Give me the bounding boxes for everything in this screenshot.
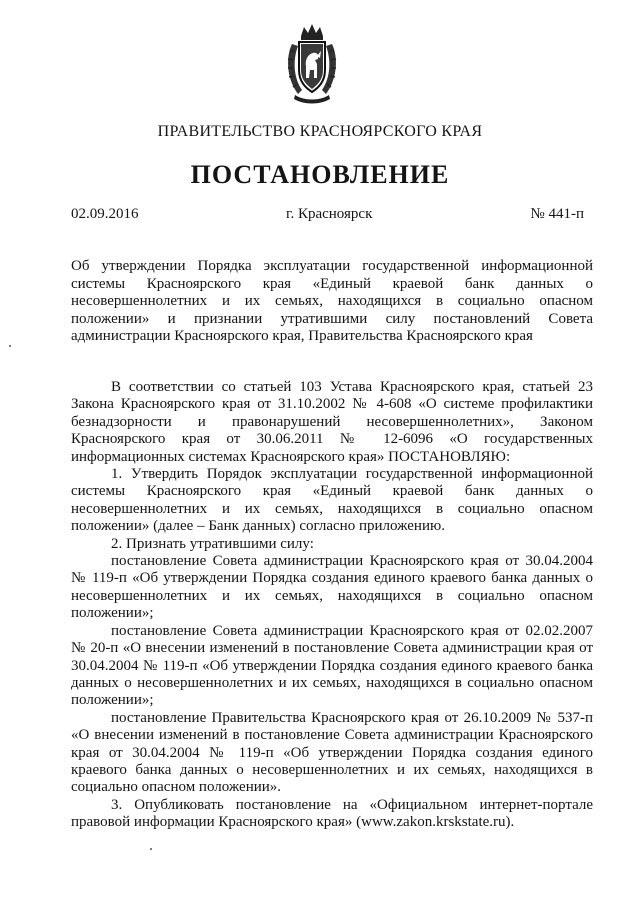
item-2a-paragraph: постановление Совета администрации Красноярского края от 30.04.2004 № 119-п «Об утверждении Порядка создания единого краевого банка данных о несовершеннолетних и их семьях, находящихся в социально опасном положении»;	[71, 553, 593, 622]
document-body	[71, 379, 593, 832]
item-2b-paragraph: постановление Совета администрации Красноярского края от 02.02.2007 № 20-п «О внесении изменений в постановление Совета администрации края от 30.04.2004 № 119-п «Об утверждении Порядка создания единого краевого банка данных о несовершеннолетних и их семьях, находящихся в социально опасном положении»;	[71, 622, 593, 709]
document-number: № 441-п	[530, 206, 584, 222]
scan-speck	[9, 345, 11, 347]
item-2-paragraph: 2. Признать утратившими силу:	[111, 535, 314, 552]
document-city: г. Красноярск	[286, 206, 373, 222]
item-2c-paragraph: постановление Правительства Красноярского края от 26.10.2009 № 537-п «О внесении изменений в постановление Совета администрации Красноярского края от 30.04.2004 № 119-п «Об утверждении Порядка создания единого краевого банка данных о несовершеннолетних и их семьях, находящихся в социально опасном положении».	[71, 709, 593, 796]
government-name: ПРАВИТЕЛЬСТВО КРАСНОЯРСКОГО КРАЯ	[157, 123, 483, 140]
document-type-title: ПОСТАНОВЛЕНИЕ	[190, 160, 450, 189]
item-1-paragraph: 1. Утвердить Порядок эксплуатации государственной информационной системы Красноярского края «Единый краевой банк данных о несовершеннолетних и их семьях, находящихся в социально опасном положении» (далее – Банк данных) согласно приложению.	[71, 466, 593, 535]
krasnoyarsk-coat-of-arms-icon	[284, 22, 340, 106]
document-subject: Об утверждении Порядка эксплуатации государственной информационной системы Красноярского края «Единый краевой банк данных о несовершеннолетних и их семьях, находящихся в социально опасном положении» и признании утратившими силу постановлений Совета администрации Красноярского края, Правительства Красноярского края	[71, 258, 593, 345]
scan-speck	[150, 848, 152, 850]
item-3-paragraph: 3. Опубликовать постановление на «Официальном интернет-портале правовой информации Красноярского края» (www.zakon.krskstate.ru).	[71, 796, 593, 831]
document-date: 02.09.2016	[71, 206, 139, 222]
preamble-paragraph: В соответствии со статьей 103 Устава Красноярского края, статьей 23 Закона Красноярского края от 31.10.2002 № 4-608 «О системе профилактики безнадзорности и правонарушений несовершеннолетних», Законом Красноярского края от 30.06.2011 № 12-6096 «О государственных информационных системах Красноярского края» ПОСТАНОВЛЯЮ:	[71, 379, 593, 465]
